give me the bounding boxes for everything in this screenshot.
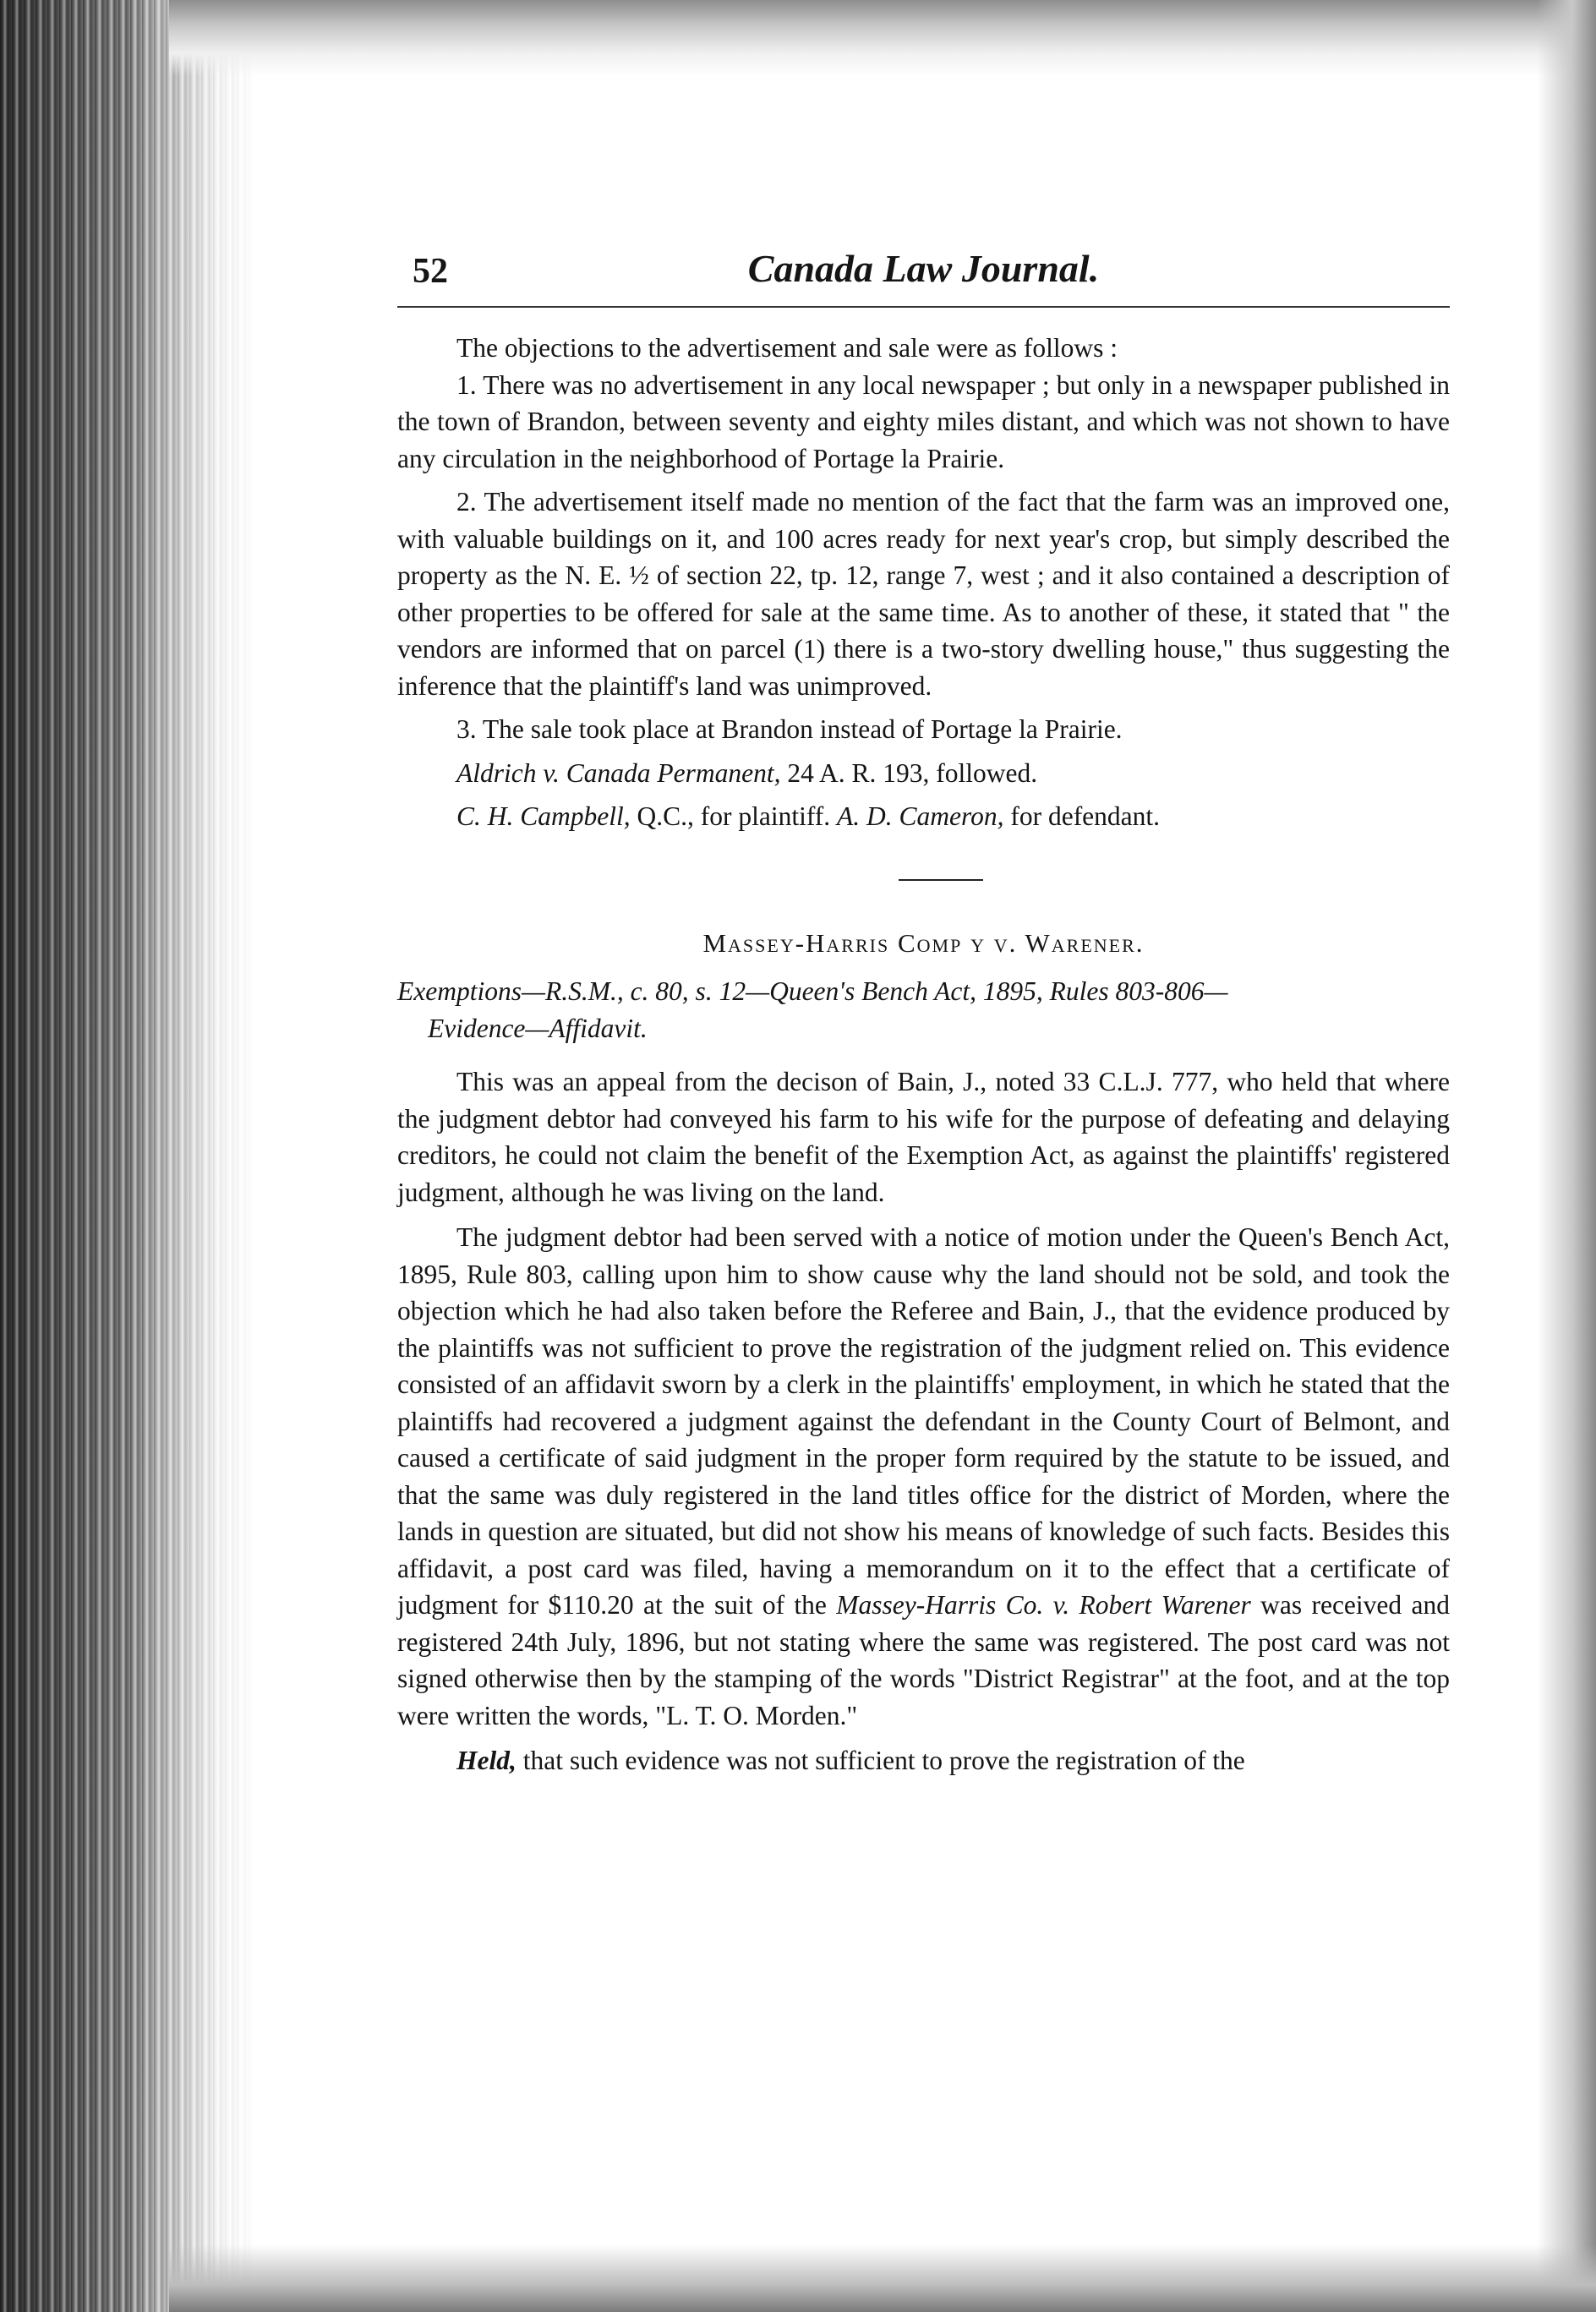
scan-top-edge	[169, 0, 1596, 76]
headnote-line-1: Exemptions—R.S.M., c. 80, s. 12—Queen's Bench Act, 1895, Rules 803-806—	[397, 976, 1228, 1006]
citation-line	[397, 755, 1450, 792]
case-headnote	[397, 973, 1450, 1047]
objections-section	[397, 330, 1450, 835]
plaintiff-counsel-role: Q.C., for plaintiff.	[630, 801, 838, 831]
plaintiff-counsel: C. H. Campbell,	[456, 801, 631, 831]
defendant-counsel-role: for defendant.	[1003, 801, 1161, 831]
page-header	[397, 245, 1450, 308]
journal-title: Canada Law Journal.	[747, 247, 1100, 290]
citation-case-name: Aldrich v. Canada Permanent,	[456, 757, 781, 788]
counsel-line	[397, 798, 1450, 835]
page-number: 52	[413, 252, 448, 291]
headnote-line-2: Evidence—Affidavit.	[428, 1013, 648, 1043]
scan-right-edge	[1537, 0, 1596, 2312]
case-paragraph-2	[397, 1219, 1450, 1734]
paragraph-2-text-a: The judgment debtor had been served with a notice of motion under the Queen's Bench Act, 1895, Rule 803, calling upon him to show cause why the land should not be sold, and took the objection which he had also taken before the Referee and Bain, J., that the evidence produced by the plaintiffs was not sufficient to prove the registration of the judgment relied on. This evidence consisted of an affidavit sworn by a clerk in the plaintiffs' employment, in which he stated that the plaintiffs had recovered a judgment against the defendant in the County Court of Belmont, and caused a certificate of said judgment in the proper form required by the statute to be issued, and that the same was duly registered in the land titles office for the district of Morden, where the lands in question are situated, but did not show his means of knowledge of such facts. Besides this affidavit, a post card was filed, having a memorandum on it to the effect that a certificate of judgment for $110.20 at the suit of the	[397, 1222, 1450, 1620]
case-paragraph-1: This was an appeal from the decison of Bain, J., noted 33 C.L.J. 777, who held that where the judgment debtor had conveyed his farm to his wife for the purpose of defeating and delaying creditors, he could not claim the benefit of the Exemption Act, as against the plaintiffs' registered judgment, although he was living on the land.	[397, 1067, 1450, 1207]
citation-rest: 24 A. R. 193, followed.	[780, 757, 1038, 788]
case-section	[397, 925, 1450, 1779]
scan-left-edge-fade	[127, 0, 262, 2312]
objection-item-1: 1. There was no advertisement in any local newspaper ; but only in a newspaper published in the town of Brandon, between seventy and eighty miles distant, and which was not shown to have any circulation in the neighborhood of Portage la Prairie.	[397, 369, 1450, 473]
objection-item-2: 2. The advertisement itself made no mention of the fact that the farm was an improved one, with valuable buildings on it, and 100 acres ready for next year's crop, but simply described the property as the N. E. ½ of section 22, tp. 12, range 7, west ; and it also contained a description of other properties to be offered for sale at the same time. As to another of these, it stated that " the vendors are informed that on parcel (1) there is a two-story dwelling house," thus suggesting the inference that the plaintiff's land was unimproved.	[397, 487, 1450, 701]
objection-item-3: 3. The sale took place at Brandon instead of Portage la Prairie.	[456, 714, 1123, 744]
scan-bottom-edge	[169, 2244, 1596, 2312]
held-text: that such evidence was not sufficient to prove the registration of the	[516, 1746, 1245, 1775]
case-title: Massey-Harris Comp y v. Warener.	[702, 927, 1145, 958]
paragraph-2-case-name: Massey-Harris Co. v. Robert Warener	[836, 1590, 1251, 1620]
paragraph-2-text-b: was received and registered 24th July, 1896, but not stating where the same was registered. The post card was not signed otherwise then by the stamping of the words "District Registrar" at the foot, and at the top were written the words, "L. T. O. Morden."	[397, 1590, 1450, 1730]
defendant-counsel: A. D. Cameron,	[837, 801, 1004, 831]
held-word: Held,	[456, 1746, 517, 1775]
section-divider	[899, 879, 983, 881]
journal-page	[397, 245, 1450, 1779]
objections-intro: The objections to the advertisement and sale were as follows :	[456, 333, 1118, 363]
held-paragraph	[397, 1742, 1450, 1779]
